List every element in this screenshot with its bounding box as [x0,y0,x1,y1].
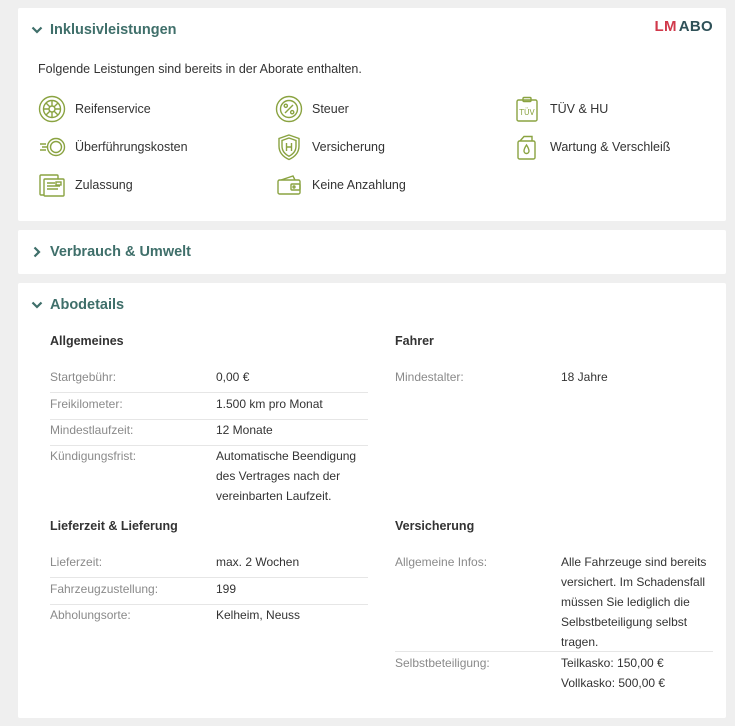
verbrauch-umwelt-title: Verbrauch & Umwelt [50,244,192,260]
abodetails-panel [18,283,726,718]
feature-wartung-verschleiss: Wartung & Verschleiß [513,133,670,161]
coin-transfer-icon [38,133,66,161]
allgemeines-title: Allgemeines [50,334,124,348]
kv-row-freikilometer: Freikilometer: 1.500 km pro Monat [50,397,368,420]
kv-row-mindestalter: Mindestalter: 18 Jahre [395,370,608,384]
feature-steuer: Steuer [275,95,349,123]
lieferung-title: Lieferzeit & Lieferung [50,519,178,533]
document-icon [38,171,66,199]
kv-row-fahrzeugzustellung: Fahrzeugzustellung: 199 [50,582,368,605]
inklusiv-intro: Folgende Leistungen sind bereits in der Aborate enthalten. [38,62,362,76]
kv-row-allgemeine-infos: Allgemeine Infos: Alle Fahrzeuge sind bereits versichert. Im Schadensfall müssen Sie lediglich die Selbstbeteiligung selbst tragen. [395,555,713,652]
percent-icon [275,95,303,123]
wallet-icon [275,171,303,199]
shield-icon [275,133,303,161]
feature-ueberfuehrungskosten: Überführungskosten [38,133,188,161]
tuev-clipboard-icon [513,95,541,123]
inklusivleistungen-title: Inklusivleistungen [50,22,177,38]
feature-keine-anzahlung: Keine Anzahlung [275,171,406,199]
inklusivleistungen-panel [18,8,726,221]
oil-can-icon [513,133,541,161]
chevron-down-icon [30,298,44,312]
chevron-down-icon [30,23,44,37]
kv-row-kuendigungsfrist: Kündigungsfrist: Automatische Beendigung des Vertrages nach der vereinbarten Laufzeit. [50,449,357,503]
abodetails-title: Abodetails [50,297,125,313]
lmabo-logo: LM ABO [654,18,713,35]
verbrauch-umwelt-toggle[interactable] [30,230,191,274]
kv-row-mindestlaufzeit: Mindestlaufzeit: 12 Monate [50,423,368,446]
kv-row-selbstbeteiligung: Selbstbeteiligung: Teilkasko: 150,00 € Vollkasko: 500,00 € [395,656,713,700]
kv-row-startgebuehr: Startgebühr: 0,00 € [50,370,368,393]
selbstbeteiligung-values: Teilkasko: 150,00 € Vollkasko: 500,00 € [561,656,666,690]
kv-row-lieferzeit: Lieferzeit: max. 2 Wochen [50,555,368,578]
verbrauch-umwelt-panel [18,230,726,274]
feature-reifenservice: Reifenservice [38,95,151,123]
tire-icon [38,95,66,123]
chevron-right-icon [30,245,44,259]
kv-row-abholungsorte: Abholungsorte: Kelheim, Neuss [50,608,301,622]
feature-zulassung: Zulassung [38,171,133,199]
feature-versicherung: Versicherung [275,133,385,161]
inklusivleistungen-toggle[interactable] [30,8,177,52]
fahrer-title: Fahrer [395,334,434,348]
svg-text:TÜV: TÜV [519,108,535,117]
abodetails-toggle[interactable] [30,283,124,327]
feature-tuev-hu: TÜV TÜV & HU [513,95,608,123]
versicherung-title: Versicherung [395,519,475,533]
